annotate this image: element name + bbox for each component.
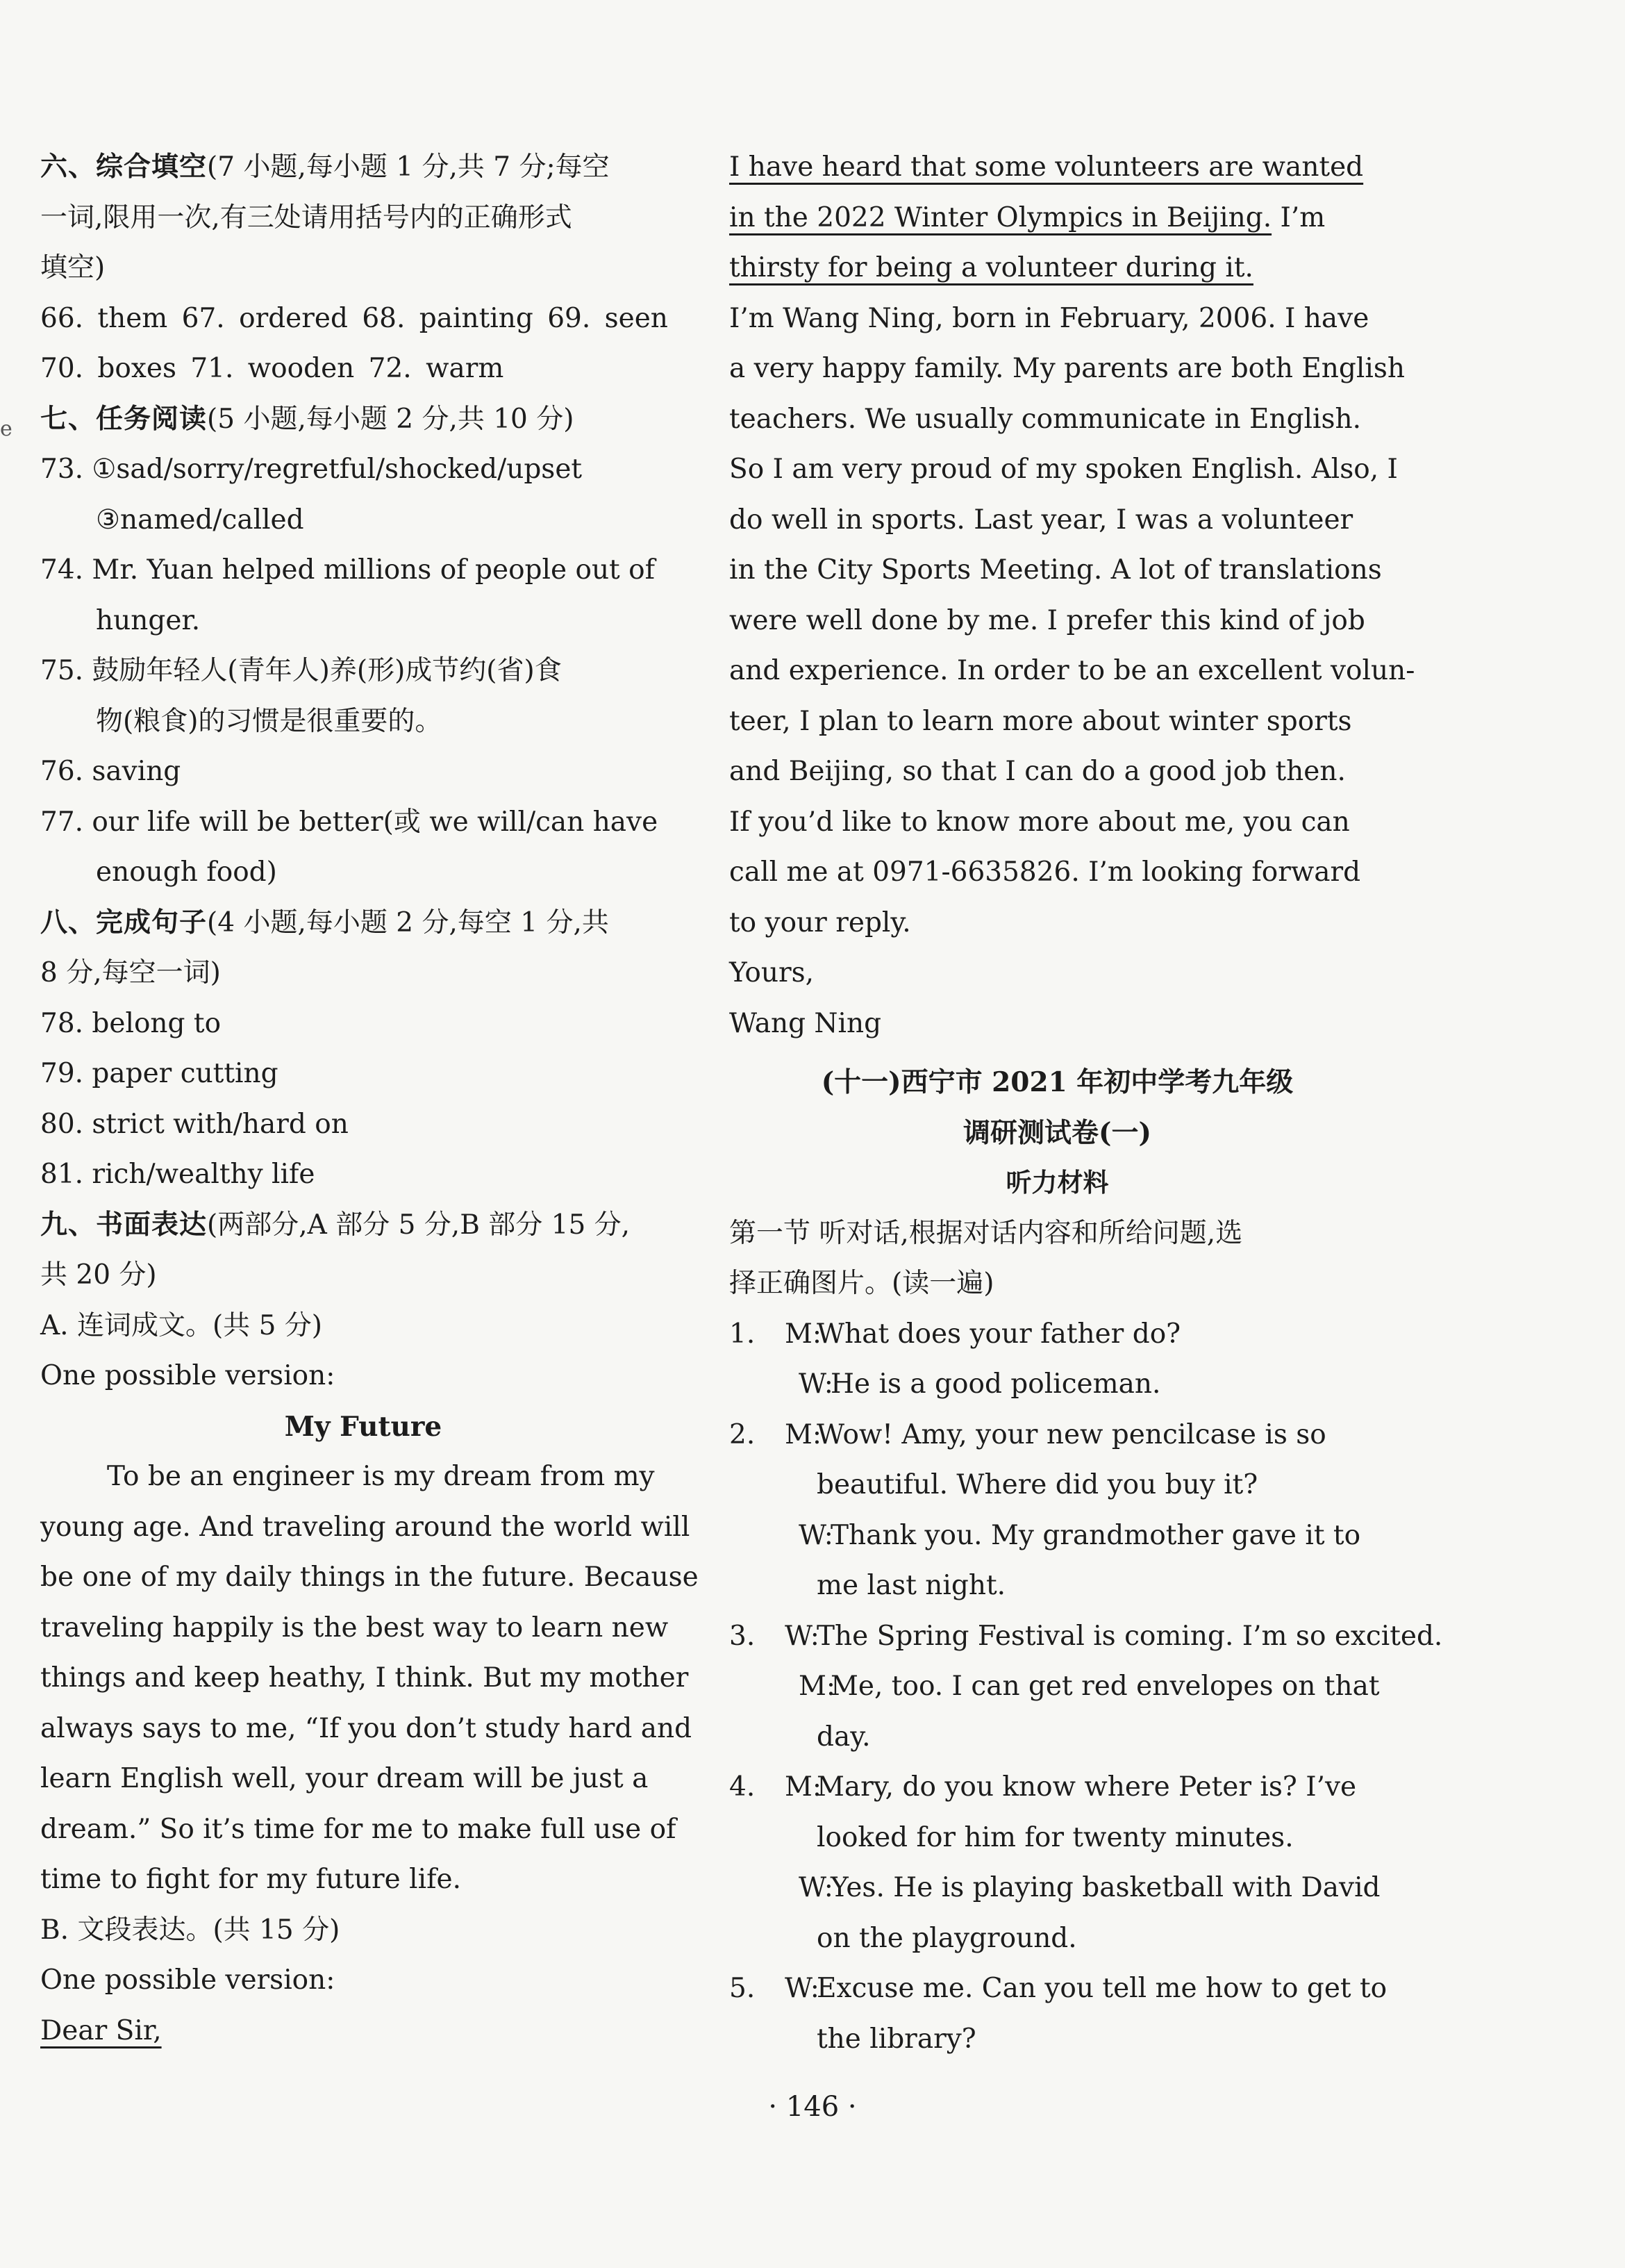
dialogue-number: 1.: [729, 1318, 756, 1350]
dialogue-text: Wow! Amy, your new pencilcase is so: [817, 1418, 1326, 1450]
dialogue-text: beautiful. Where did you buy it?: [817, 1469, 1258, 1500]
letter-underlined-line: I have heard that some volunteers are wanted: [729, 151, 1364, 183]
dialogue-line: [729, 1712, 1385, 1763]
margin-mark: e: [0, 417, 12, 441]
dialogue-line: [729, 1964, 1388, 2014]
dialogue-line: [729, 1410, 1385, 1461]
letter-line: If you’d like to know more about me, you can: [729, 806, 1350, 838]
section-6-instructions: 一词,限用一次,有三处请用括号内的正确形式: [40, 201, 572, 233]
answer-73-cont: ③named/called: [96, 504, 304, 536]
essay-line: learn English well, your dream will be just a: [40, 1763, 649, 1794]
dialogue-line: [729, 1612, 1443, 1662]
exam-title: (十一)西宁市 2021 年初中学考九年级: [821, 1066, 1294, 1098]
dialogue-number: 4.: [729, 1771, 756, 1803]
letter-underlined-line: thirsty for being a volunteer during it.: [729, 252, 1253, 283]
dialogue-speaker: M:: [799, 1671, 836, 1702]
dialogue-speaker: M:: [785, 1318, 822, 1350]
exam-title-cont: 调研测试卷(一): [963, 1116, 1151, 1149]
section-6-heading: 六、综合填空(7 小题,每小题 1 分,共 7 分;每空: [40, 151, 610, 183]
part-b-heading: B. 文段表达。(共 15 分): [40, 1914, 340, 1946]
dialogue-text: Thank you. My grandmother gave it to: [831, 1519, 1361, 1551]
dialogue-speaker: W:: [785, 1620, 819, 1652]
answers-66-69: 66. them 67. ordered 68. painting 69. seen: [40, 302, 668, 334]
essay-line: traveling happily is the best way to learn new: [40, 1612, 669, 1644]
answer-74: 74. Mr. Yuan helped millions of people out of: [40, 554, 656, 586]
answer-79: 79. paper cutting: [40, 1058, 278, 1089]
dialogue-line: [729, 1914, 1385, 1964]
answer-76: 76. saving: [40, 756, 181, 787]
dialogue-number: 5.: [729, 1973, 756, 2004]
dialogue-number: 3.: [729, 1620, 756, 1652]
essay-title: My Future: [284, 1410, 442, 1443]
page-number: · 146 ·: [768, 2091, 857, 2123]
dialogue-text: the library?: [817, 2023, 976, 2055]
dialogue-text: The Spring Festival is coming. I’m so excited.: [817, 1620, 1443, 1652]
left-column: [40, 142, 699, 2056]
essay-line: time to fight for my future life.: [40, 1864, 462, 1895]
answer-73: 73. ①sad/sorry/regretful/shocked/upset: [40, 454, 583, 485]
letter-line: So I am very proud of my spoken English. Also, I: [729, 454, 1398, 485]
answer-77-cont: enough food): [96, 856, 277, 888]
section-1-instructions: 第一节 听对话,根据对话内容和所给问题,选: [729, 1217, 1243, 1249]
section-8-instructions: 8 分,每空一词): [40, 957, 221, 988]
letter-line: call me at 0971-6635826. I’m looking forward: [729, 856, 1361, 888]
answer-81: 81. rich/wealthy life: [40, 1159, 315, 1190]
dialogue-text: day.: [817, 1721, 871, 1753]
letter-line: teer, I plan to learn more about winter sports: [729, 705, 1352, 737]
answer-74-cont: hunger.: [96, 604, 201, 636]
dialogue-speaker: W:: [785, 1973, 819, 2004]
dialogue-speaker: W:: [799, 1519, 833, 1551]
letter-line: a very happy family. My parents are both English: [729, 353, 1405, 384]
answer-78: 78. belong to: [40, 1007, 222, 1039]
section-9-instructions: 共 20 分): [40, 1259, 157, 1291]
letter-signature: Wang Ning: [729, 1007, 882, 1039]
dialogue-text: on the playground.: [817, 1922, 1077, 1954]
letter-line: teachers. We usually communicate in English.: [729, 403, 1362, 435]
section-7-heading: 七、任务阅读(5 小题,每小题 2 分,共 10 分): [40, 403, 574, 435]
dialogue-list: [729, 1309, 1443, 2065]
answer-75-cont: 物(粮食)的习惯是很重要的。: [96, 705, 442, 737]
answers-70-72: 70. boxes 71. wooden 72. warm: [40, 353, 504, 384]
dialogue-text: me last night.: [817, 1570, 1006, 1601]
possible-version-a: One possible version:: [40, 1360, 335, 1391]
letter-line: in the City Sports Meeting. A lot of translations: [729, 554, 1382, 586]
section-6-instructions-end: 填空): [40, 252, 106, 283]
part-a-heading: A. 连词成文。(共 5 分): [40, 1309, 322, 1341]
essay-line: To be an engineer is my dream from my: [107, 1461, 655, 1492]
dialogue-line: [729, 1561, 1385, 1612]
dialogue-line: [729, 1662, 1385, 1712]
section-8-heading: 八、完成句子(4 小题,每小题 2 分,每空 1 分,共: [40, 907, 609, 938]
section-9-heading: 九、书面表达(两部分,A 部分 5 分,B 部分 15 分,: [40, 1209, 631, 1241]
dialogue-line: [729, 2014, 1385, 2065]
dialogue-line: [729, 1863, 1385, 1914]
dialogue-speaker: M:: [785, 1418, 822, 1450]
letter-line: were well done by me. I prefer this kind of job: [729, 604, 1365, 636]
letter-line: I’m Wang Ning, born in February, 2006. I have: [729, 302, 1369, 334]
dialogue-text: Yes. He is playing basketball with David: [831, 1872, 1381, 1903]
essay-line: be one of my daily things in the future. Because: [40, 1562, 699, 1593]
dialogue-line: [729, 1813, 1385, 1864]
dialogue-line: [729, 1762, 1385, 1813]
essay-line: things and keep heathy, I think. But my mother: [40, 1662, 689, 1694]
dialogue-speaker: W:: [799, 1368, 833, 1400]
letter-closing: Yours,: [729, 957, 815, 988]
listening-title: 听力材料: [1006, 1168, 1109, 1198]
letter-salutation: Dear Sir,: [40, 2014, 162, 2046]
letter-line: and experience. In order to be an excellent volun-: [729, 655, 1415, 686]
dialogue-text: He is a good policeman.: [831, 1368, 1161, 1400]
possible-version-b: One possible version:: [40, 1964, 335, 1996]
dialogue-text: Excuse me. Can you tell me how to get to: [817, 1973, 1388, 2004]
dialogue-line: [729, 1309, 1385, 1360]
answer-80: 80. strict with/hard on: [40, 1108, 349, 1140]
essay-line: young age. And traveling around the world will: [40, 1511, 690, 1543]
essay-line: dream.” So it’s time for me to make full use of: [40, 1813, 676, 1845]
right-column: [729, 142, 1443, 2064]
essay-line: always says to me, “If you don’t study hard and: [40, 1712, 692, 1744]
dialogue-text: Mary, do you know where Peter is? I’ve: [817, 1771, 1357, 1803]
dialogue-speaker: M:: [785, 1771, 822, 1803]
dialogue-line: [729, 1511, 1385, 1562]
letter-line: do well in sports. Last year, I was a volunteer: [729, 504, 1353, 536]
letter-line: to your reply.: [729, 907, 911, 938]
answer-77: 77. our life will be better(或 we will/can have: [40, 806, 658, 838]
dialogue-text: What does your father do?: [817, 1318, 1181, 1350]
letter-underlined-line: in the 2022 Winter Olympics in Beijing. I’m: [729, 201, 1326, 233]
dialogue-text: looked for him for twenty minutes.: [817, 1821, 1294, 1853]
answer-75: 75. 鼓励年轻人(青年人)养(形)成节约(省)食: [40, 655, 562, 686]
dialogue-number: 2.: [729, 1418, 756, 1450]
section-1-instructions-cont: 择正确图片。(读一遍): [729, 1268, 994, 1299]
dialogue-line: [729, 1460, 1385, 1511]
dialogue-text: Me, too. I can get red envelopes on that: [831, 1671, 1380, 1702]
dialogue-line: [729, 1359, 1385, 1410]
letter-line: and Beijing, so that I can do a good job then.: [729, 756, 1346, 787]
dialogue-speaker: W:: [799, 1872, 833, 1903]
